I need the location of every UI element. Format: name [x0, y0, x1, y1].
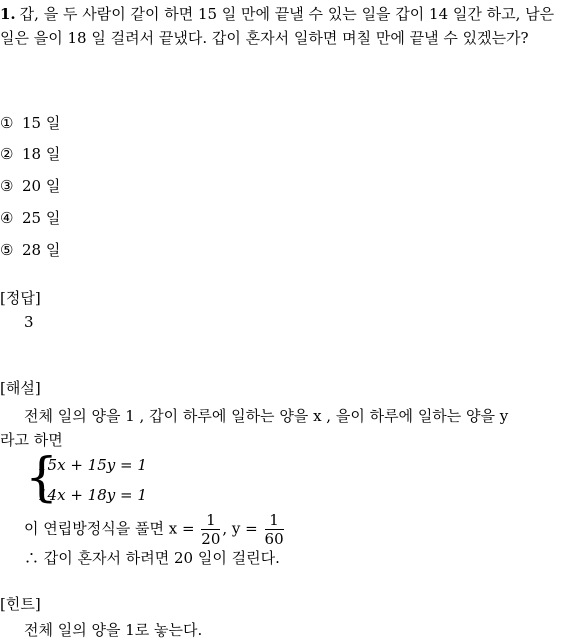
fraction-x — [201, 511, 220, 548]
choice-1[interactable] — [0, 112, 60, 133]
choice-5-text: 28 일 — [22, 241, 61, 259]
fraction-y-numerator: 1 — [265, 511, 284, 530]
hint-label: [힌트] — [0, 595, 41, 613]
answer-value: 3 — [24, 313, 34, 331]
equation-2: 14x + 18y = 1 — [38, 486, 147, 504]
choice-2-mark: ② — [0, 145, 14, 163]
conclusion: ∴ 갑이 혼자서 하려면 20 일이 걸린다. — [24, 549, 280, 567]
explanation-label: [해설] — [0, 379, 41, 397]
system-brace: { — [25, 448, 59, 508]
answer-label: [정답] — [0, 289, 41, 307]
fraction-x-numerator: 1 — [201, 511, 220, 530]
solution-prefix: 이 연립방정식을 풀면 x = — [24, 519, 195, 538]
choice-3-text: 20 일 — [22, 177, 61, 195]
question-number: 1. — [0, 5, 16, 23]
question-text — [0, 2, 572, 50]
choice-4[interactable] — [0, 207, 60, 228]
choice-4-text: 25 일 — [22, 209, 61, 227]
explanation-line1: 전체 일의 양을 1 , 갑이 하루에 일하는 양을 x , 을이 하루에 일하는 양을 y — [24, 407, 509, 425]
choice-1-text: 15 일 — [22, 114, 61, 132]
choice-5[interactable] — [0, 239, 60, 260]
explanation-line2: 라고 하면 — [0, 431, 63, 449]
choice-5-mark: ⑤ — [0, 241, 14, 259]
choice-1-mark: ① — [0, 114, 14, 132]
hint-text: 전체 일의 양을 1로 놓는다. — [24, 621, 203, 639]
choice-3-mark: ③ — [0, 177, 14, 195]
fraction-x-denominator: 20 — [201, 530, 221, 548]
choice-4-mark: ④ — [0, 209, 14, 227]
equation-1: 15x + 15y = 1 — [38, 456, 147, 474]
solution-line — [24, 511, 286, 548]
choice-2[interactable] — [0, 143, 60, 164]
choice-2-text: 18 일 — [22, 145, 61, 163]
fraction-y — [265, 511, 284, 548]
fraction-y-denominator: 60 — [264, 530, 284, 548]
question-body: 갑, 을 두 사람이 같이 하면 15 일 만에 끝낼 수 있는 일을 갑이 14 일간 하고, 남은 일은 을이 18 일 걸려서 끝냈다. 갑이 혼자서 일하면 며칠 만에 끝낼 수 있겠는가? — [0, 5, 555, 47]
solution-mid: , y = — [222, 519, 258, 538]
choice-3[interactable] — [0, 175, 60, 196]
